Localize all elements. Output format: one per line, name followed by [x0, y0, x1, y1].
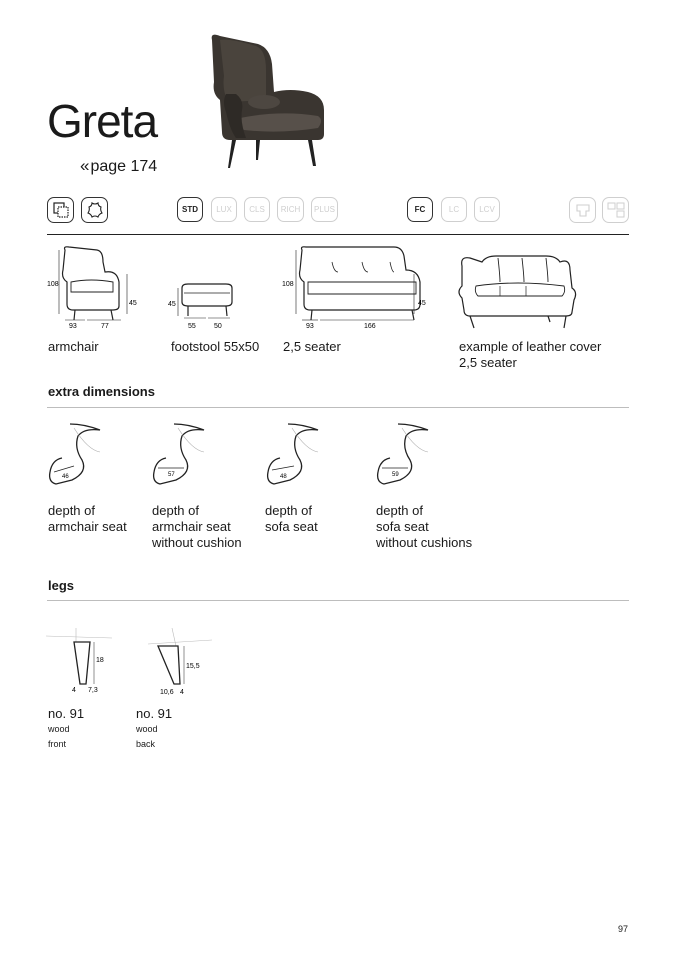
grade-badge-std[interactable]: STD	[177, 197, 203, 222]
extra-dim-1-line2: armchair seat	[48, 519, 127, 534]
extra-dim-4-label	[376, 503, 472, 551]
leg-back-view: back	[136, 739, 156, 749]
extra-dim-1-drawing	[44, 420, 108, 496]
extra-dim-3-drawing	[262, 420, 326, 496]
armchair-depth-label: 93	[69, 323, 77, 330]
leather-sofa-drawing	[456, 252, 580, 332]
extra-dim-3-label	[265, 503, 318, 535]
footstool-height-label: 45	[168, 301, 176, 308]
extra-dimensions-heading: extra dimensions	[48, 384, 155, 399]
grade-badge-cls[interactable]: CLS	[244, 197, 270, 222]
cover-badge-lc[interactable]: LC	[441, 197, 467, 222]
leg-back-dim-a: 10,6	[160, 689, 174, 696]
modular-icon[interactable]	[602, 197, 629, 223]
leg-front-height: 18	[96, 657, 104, 664]
product-title: Greta	[47, 95, 158, 147]
extra-dim-2-drawing	[148, 420, 212, 496]
leather-label-line2: 2,5 seater	[459, 355, 517, 370]
leg-front-caption	[48, 706, 84, 752]
extra-dim-4-value: 59	[392, 472, 399, 478]
armchair-drawing	[47, 242, 139, 332]
extra-dim-4-line2: sofa seat	[376, 519, 429, 534]
extra-dim-4-line3: without cushions	[376, 535, 473, 550]
footstool-drawing	[166, 280, 244, 332]
leg-front-material: wood	[48, 724, 70, 734]
extra-dim-2-line3: without cushion	[152, 535, 242, 550]
grade-badge-rich[interactable]: RICH	[277, 197, 304, 222]
extra-dim-3-line1: depth of	[265, 503, 312, 518]
extra-dim-1-value: 46	[62, 474, 69, 480]
model-seater-label: 2,5 seater	[283, 339, 341, 354]
leg-front-name: no. 91	[48, 706, 85, 721]
armchair-arm-label: 45	[129, 300, 137, 307]
model-leather-label	[459, 339, 601, 371]
leather-label-line1: example of leather cover	[459, 339, 602, 354]
extra-dim-4-drawing	[372, 420, 436, 496]
cover-badge-fc[interactable]: FC	[407, 197, 433, 222]
extra-dim-2-line1: depth of	[152, 503, 199, 518]
armchair-height-label: 108	[47, 281, 59, 288]
model-footstool-label: footstool 55x50	[171, 339, 260, 354]
extra-dim-1-label	[48, 503, 127, 535]
grade-badge-plus[interactable]: PLUS	[311, 197, 338, 222]
leg-back-dim-b: 4	[180, 689, 184, 696]
seater-arm-label: 45	[418, 300, 426, 307]
leg-back-drawing	[134, 628, 214, 698]
leg-front-drawing	[46, 628, 118, 698]
extra-dim-2-label	[152, 503, 242, 551]
seater-drawing	[282, 242, 432, 332]
extra-dim-2-value: 57	[168, 472, 175, 478]
legs-divider	[47, 600, 629, 601]
header-divider	[47, 234, 629, 235]
slipcover-icon[interactable]	[569, 197, 596, 223]
page-ref-text: page 174	[90, 158, 158, 175]
extra-dim-1-line1: depth of	[48, 503, 95, 518]
extra-dim-3-line2: sofa seat	[265, 519, 318, 534]
seater-height-label: 108	[282, 281, 294, 288]
cover-badge-lcv[interactable]: LCV	[474, 197, 500, 222]
leg-front-dim-b: 7,3	[88, 687, 98, 694]
leather-hide-icon[interactable]	[81, 197, 108, 223]
leg-front-dim-a: 4	[72, 687, 76, 694]
page-reference-link[interactable]	[80, 156, 157, 176]
seater-width-label: 166	[364, 323, 376, 330]
extra-dim-4-line1: depth of	[376, 503, 423, 518]
extra-dimensions-divider	[47, 407, 629, 408]
leg-back-caption	[136, 706, 172, 752]
grade-badge-lux[interactable]: LUX	[211, 197, 237, 222]
page-number: 97	[618, 924, 629, 934]
extra-dim-3-value: 48	[280, 474, 287, 480]
product-photo	[200, 30, 332, 172]
fabric-swatch-icon[interactable]	[47, 197, 74, 223]
legs-heading: legs	[48, 578, 75, 593]
leg-back-height: 15,5	[186, 663, 200, 670]
model-armchair-label: armchair	[48, 339, 99, 354]
page-ref-arrow: «	[80, 156, 90, 175]
leg-front-view: front	[48, 739, 67, 749]
leg-back-material: wood	[136, 724, 158, 734]
footstool-width-label: 55	[188, 323, 196, 330]
footstool-depth-label: 50	[214, 323, 222, 330]
seater-depth-label: 93	[306, 323, 314, 330]
armchair-width-label: 77	[101, 323, 109, 330]
leg-back-name: no. 91	[136, 706, 173, 721]
extra-dim-2-line2: armchair seat	[152, 519, 231, 534]
